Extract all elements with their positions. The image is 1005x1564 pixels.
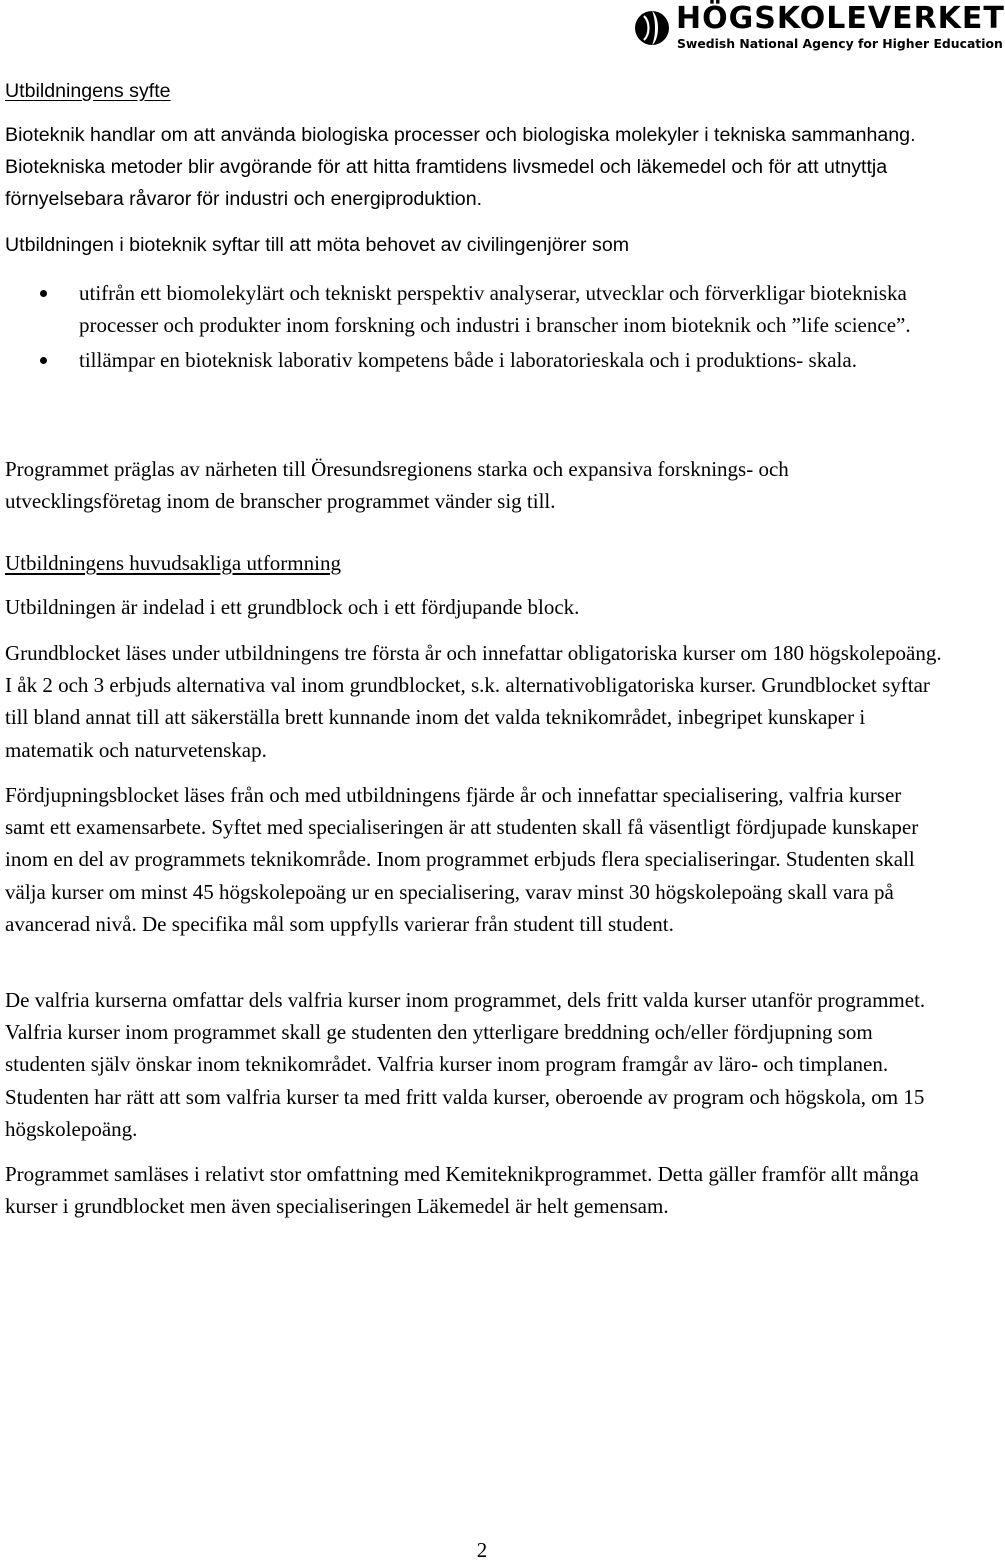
syfte-region-paragraph: Programmet präglas av närheten till Öresundsregionens starka och expansiva forsknings- och utvecklingsföretag inom de branscher programmet vänder sig till. — [5, 457, 789, 514]
utformning-paragraph: Programmet samläses i relativt stor omfattning med Kemiteknikprogrammet. Detta gäller framför allt många kurser i grundblocket men även specialiseringen Läkemedel är helt gemensam. — [5, 1162, 919, 1219]
agency-logo-mark-icon — [634, 2, 670, 54]
syfte-bullet-list — [40, 277, 946, 380]
section-heading-utformning: Utbildningens huvudsakliga utformning — [5, 551, 341, 575]
syfte-intro-paragraph: Bioteknik handlar om att använda biologiska processer och biologiska molekyler i tekniska sammanhang. Biotekniska metoder blir avgörande för att hitta framtidens livsmedel och läkemedel och för att utnyttja förnyelsebara råvaror för industri och energiproduktion. — [5, 124, 916, 211]
utformning-paragraph: Fördjupningsblocket läses från och med utbildningens fjärde år och innefattar specialisering, valfria kurser samt ett examensarbete. Syftet med specialiseringen är att studenten skall få väsentligt fördjupade kunskaper inom en del av programmets teknikområde. Inom programmet erbjuds flera specialiseringar. Studenten skall välja kurser om minst 45 högskolepoäng ur en specialisering, varav minst 30 högskolepoäng skall vara på avancerad nivå. De specifika mål som uppfylls varierar från student till student. — [5, 783, 919, 936]
utformning-paragraph: Utbildningen är indelad i ett grundblock och i ett fördjupande block. — [5, 595, 580, 619]
list-item — [40, 344, 946, 376]
section-heading-syfte: Utbildningens syfte — [5, 80, 171, 102]
bullet-icon — [40, 290, 47, 297]
utformning-paragraph: Grundblocket läses under utbildningens tre första år och innefattar obligatoriska kurser om 180 högskolepoäng. I åk 2 och 3 erbjuds alternativa val inom grundblocket, s.k. alternativobligatoriska kurser. Grundblocket syftar till bland annat till att säkerställa brett kunnande inom det valda teknikområdet, inbegripet kunskaper i matematik och naturvetenskap. — [5, 641, 942, 762]
list-item — [40, 277, 946, 341]
syfte-purpose-paragraph: Utbildningen i bioteknik syftar till att möta behovet av civilingenjörer som — [5, 234, 630, 256]
bullet-icon — [40, 357, 47, 364]
utformning-paragraph: De valfria kurserna omfattar dels valfria kurser inom programmet, dels fritt valda kurser utanför programmet. Valfria kurser inom programmet skall ge studenten den ytterligare breddning och/eller fördjupning som studenten själv önskar inom teknikområdet. Valfria kurser inom program framgår av läro- och timplanen. Studenten har rätt att som valfria kurser ta med fritt valda kurser, oberoende av program och högskola, om 15 högskolepoäng. — [5, 988, 926, 1141]
page-number: 2 — [476, 1538, 488, 1562]
logo-tagline: Swedish National Agency for Higher Education — [677, 36, 1003, 51]
logo-wordmark: HÖGSKOLEVERKET — [676, 1, 1005, 36]
list-item-text: tillämpar en bioteknisk laborativ kompetens både i laboratorieskala och i produktions- skala. — [79, 348, 857, 373]
agency-logo — [630, 0, 1005, 62]
list-item-text: utifrån ett biomolekylärt och tekniskt perspektiv analyserar, utvecklar och förverkligar biotekniska processer och produkter inom forskning och industri i branscher inom bioteknik och ”life science”. — [79, 281, 911, 338]
